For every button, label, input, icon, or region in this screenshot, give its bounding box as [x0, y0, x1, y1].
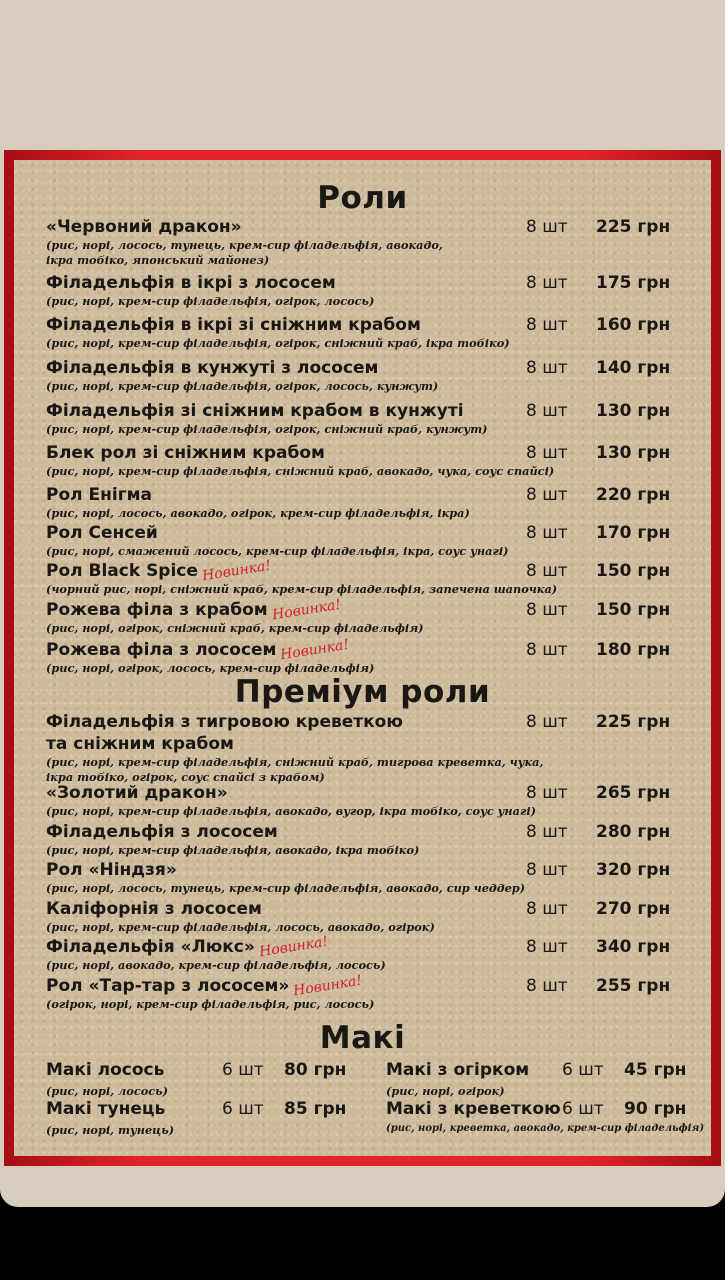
item-qty: 8 шт [526, 783, 568, 803]
item-desc: (огірок, норі, крем-сир філадельфія, рис, лосось) [46, 997, 375, 1011]
item-name [46, 933, 329, 961]
item-qty: 8 шт [526, 937, 568, 957]
item-qty: 8 шт [526, 358, 568, 378]
item-qty: 6 шт [222, 1060, 264, 1080]
item-qty: 8 шт [526, 899, 568, 919]
item-name: Філадельфія з тигровою креветкою [46, 712, 403, 732]
item-price: 140 грн [596, 358, 671, 378]
item-desc: (рис, норі, крем-сир філадельфія, огірок, сніжний краб, кунжут) [46, 422, 488, 436]
item-qty: 8 шт [526, 315, 568, 335]
item-name: Макі лосось [46, 1060, 165, 1080]
item-name: Філадельфія зі сніжним крабом в кунжуті [46, 401, 464, 421]
item-price: 150 грн [596, 600, 671, 620]
item-desc: (рис, норі, крем-сир філадельфія, огірок, лосось, кунжут) [46, 379, 439, 393]
item-qty: 8 шт [526, 273, 568, 293]
item-qty: 8 шт [526, 976, 568, 996]
item-price: 85 грн [284, 1099, 347, 1119]
item-name: Макі тунець [46, 1099, 166, 1119]
item-qty: 8 шт [526, 822, 568, 842]
item-price: 90 грн [624, 1099, 687, 1119]
novelty-badge: Новинка! [201, 557, 273, 585]
novelty-badge: Новинка! [292, 972, 364, 1000]
section-title-maki: Макі [319, 1020, 406, 1056]
item-name: Каліфорнія з лососем [46, 899, 262, 919]
item-qty: 8 шт [526, 712, 568, 732]
item-qty: 8 шт [526, 600, 568, 620]
item-name-text: Рол «Тар-тар з лососем» [46, 976, 290, 996]
item-price: 170 грн [596, 523, 671, 543]
novelty-badge: Новинка! [257, 933, 329, 961]
item-desc: (рис, норі, крем-сир філадельфія, сніжний краб, авокадо, чука, соус спайсі) [46, 464, 555, 478]
item-name-text: Рожева філа з лососем [46, 640, 277, 660]
item-name: Блек рол зі сніжним крабом [46, 443, 325, 463]
section-title-rolls: Роли [317, 180, 408, 216]
item-name: Рол Сенсей [46, 523, 158, 543]
item-price: 265 грн [596, 783, 671, 803]
item-name: Філадельфія з лососем [46, 822, 278, 842]
item-desc: (рис, норі, креветка, авокадо, крем-сир філадельфія) [386, 1123, 705, 1134]
item-name: Макі з огірком [386, 1060, 530, 1080]
item-price: 175 грн [596, 273, 671, 293]
item-name [46, 972, 364, 1000]
item-name [46, 636, 351, 664]
novelty-badge: Новинка! [270, 596, 342, 624]
item-qty: 8 шт [526, 401, 568, 421]
item-qty: 8 шт [526, 485, 568, 505]
item-desc: (рис, норі, лосось, тунець, крем-сир філадельфія, авокадо, [46, 238, 443, 252]
item-desc: (рис, норі, огірок) [386, 1084, 505, 1098]
item-desc: (рис, норі, крем-сир філадельфія, авокадо, ікра тобіко) [46, 843, 420, 857]
novelty-badge: Новинка! [279, 636, 351, 664]
item-desc: (рис, норі, крем-сир філадельфія, авокадо, вугор, ікра тобіко, соус унагі) [46, 804, 536, 818]
item-price: 130 грн [596, 401, 671, 421]
item-name: Філадельфія в кунжуті з лососем [46, 358, 379, 378]
item-price: 130 грн [596, 443, 671, 463]
item-name-line2: та сніжним крабом [46, 734, 234, 754]
item-qty: 8 шт [526, 561, 568, 581]
item-desc: (рис, норі, огірок, сніжний краб, крем-сир філадельфія) [46, 621, 424, 635]
item-price: 80 грн [284, 1060, 347, 1080]
item-price: 340 грн [596, 937, 671, 957]
item-price: 255 грн [596, 976, 671, 996]
item-name: Рол Енігма [46, 485, 152, 505]
item-qty: 6 шт [562, 1099, 604, 1119]
item-price: 225 грн [596, 217, 671, 237]
item-price: 270 грн [596, 899, 671, 919]
item-desc: (рис, норі, авокадо, крем-сир філадельфія, лосось) [46, 958, 386, 972]
item-name: «Золотий дракон» [46, 783, 228, 803]
item-name-text: Рол Black Spice [46, 561, 198, 581]
menu-page [14, 160, 711, 1156]
item-desc: (рис, норі, крем-сир філадельфія, огірок, лосось) [46, 294, 375, 308]
item-price: 220 грн [596, 485, 671, 505]
item-desc: (рис, норі, крем-сир філадельфія, сніжний краб, тигрова креветка, чука, [46, 755, 544, 769]
item-name-text: Філадельфія «Люкс» [46, 937, 255, 957]
item-qty: 6 шт [222, 1099, 264, 1119]
item-price: 150 грн [596, 561, 671, 581]
item-desc: (чорний рис, норі, сніжний краб, крем-сир філадельфія, запечена шапочка) [46, 582, 558, 596]
item-desc: (рис, норі, лосось, тунець, крем-сир філадельфія, авокадо, сир чеддер) [46, 881, 526, 895]
menu-frame [4, 150, 721, 1166]
item-desc: (рис, норі, лосось, авокадо, огірок, крем-сир філадельфія, ікра) [46, 506, 470, 520]
item-name [46, 596, 342, 624]
item-price: 280 грн [596, 822, 671, 842]
item-name-text: Рожева філа з крабом [46, 600, 268, 620]
item-name: Макі з креветкою [386, 1099, 561, 1119]
item-price: 160 грн [596, 315, 671, 335]
item-desc: (рис, норі, лосось) [46, 1084, 168, 1098]
item-price: 45 грн [624, 1060, 687, 1080]
item-qty: 8 шт [526, 217, 568, 237]
item-name: «Червоний дракон» [46, 217, 242, 237]
item-desc: (рис, норі, тунець) [46, 1123, 175, 1137]
item-name: Рол «Ніндзя» [46, 860, 177, 880]
item-qty: 8 шт [526, 860, 568, 880]
item-qty: 8 шт [526, 443, 568, 463]
item-qty: 6 шт [562, 1060, 604, 1080]
item-desc: (рис, норі, смажений лосось, крем-сир філадельфія, ікра, соус унагі) [46, 544, 509, 558]
item-desc: (рис, норі, огірок, лосось, крем-сир філадельфія) [46, 661, 375, 675]
item-qty: 8 шт [526, 523, 568, 543]
item-name: Філадельфія в ікрі з лососем [46, 273, 336, 293]
item-desc: ікра тобіко, японський майонез) [46, 253, 270, 267]
item-price: 180 грн [596, 640, 671, 660]
item-price: 320 грн [596, 860, 671, 880]
item-desc: (рис, норі, крем-сир філадельфія, огірок, сніжний краб, ікра тобіко) [46, 336, 510, 350]
item-name: Філадельфія в ікрі зі сніжним крабом [46, 315, 421, 335]
item-name [46, 557, 273, 585]
item-qty: 8 шт [526, 640, 568, 660]
item-price: 225 грн [596, 712, 671, 732]
item-desc: ікра тобіко, огірок, соус спайсі з крабом) [46, 770, 325, 784]
section-title-premium: Преміум роли [234, 674, 491, 710]
item-desc: (рис, норі, крем-сир філадельфія, лосось, авокадо, огірок) [46, 920, 435, 934]
